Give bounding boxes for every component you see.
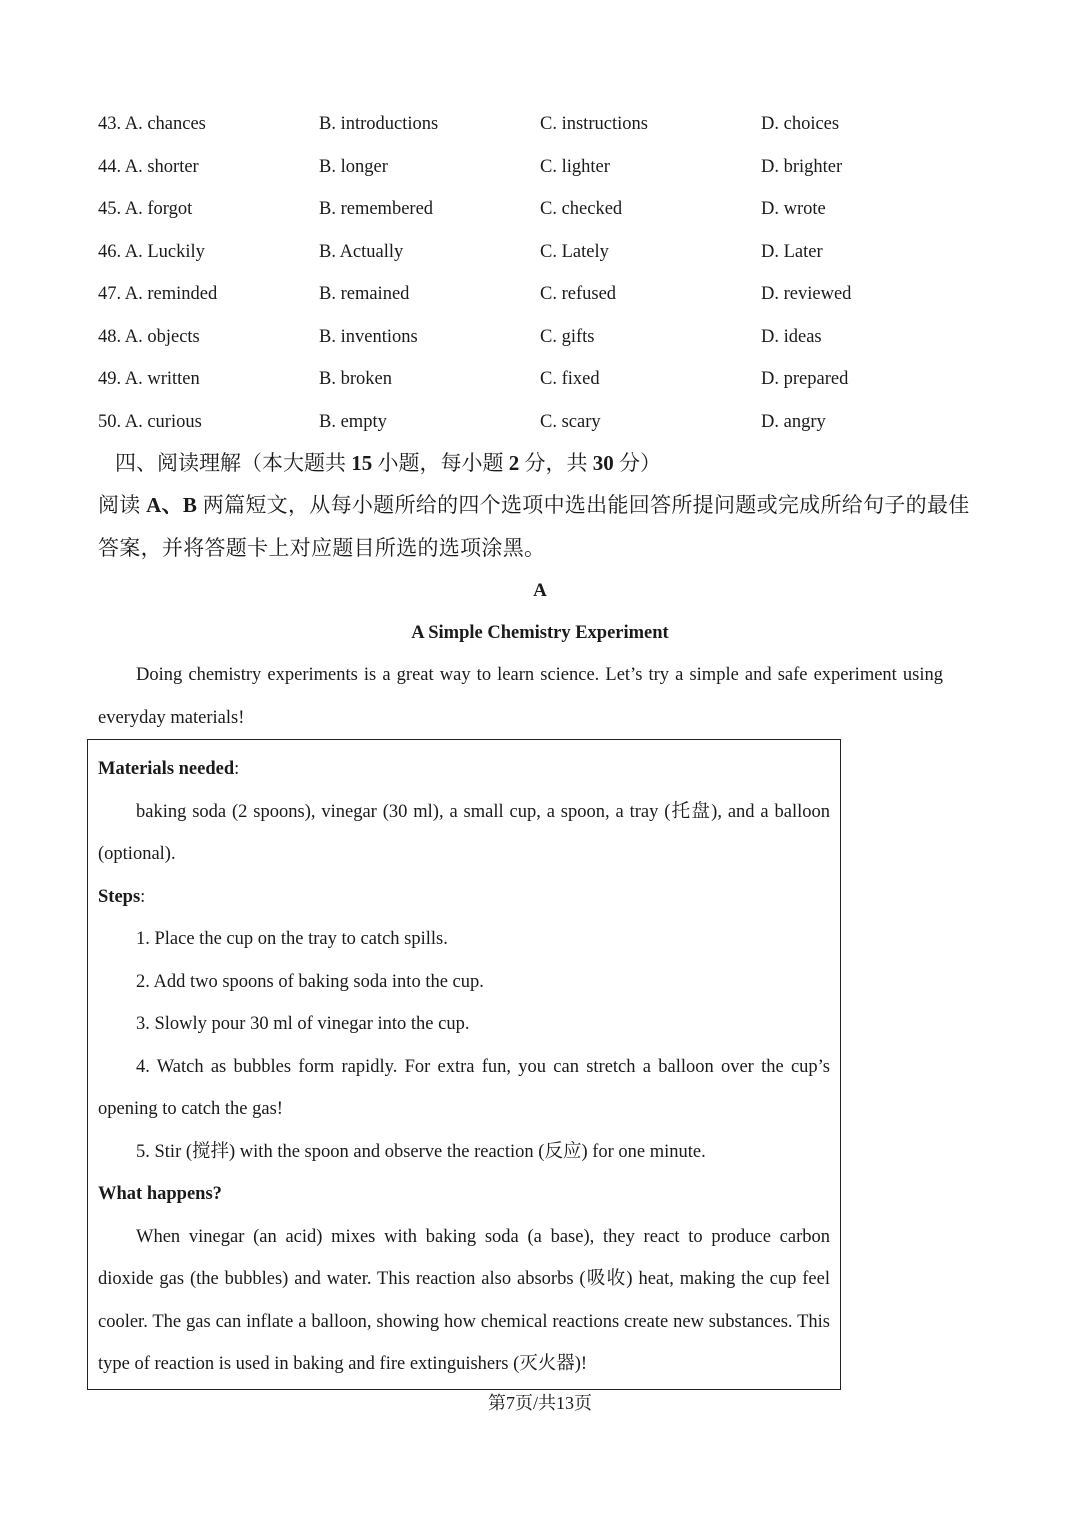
happens-heading: What happens? xyxy=(98,1184,222,1204)
option-c: C. refused xyxy=(540,284,617,304)
materials-heading: Materials needed xyxy=(98,759,235,779)
option-b: B. inventions xyxy=(319,326,418,347)
option-row xyxy=(98,358,998,401)
section-count: 15 xyxy=(351,451,373,475)
option-d: D. wrote xyxy=(761,199,826,219)
steps-heading-line xyxy=(98,876,830,919)
materials-colon: : xyxy=(234,759,240,779)
option-a: 46. A. Luckily xyxy=(98,241,205,262)
option-b: B. introductions xyxy=(319,114,439,134)
option-row xyxy=(98,103,998,146)
option-d: D. ideas xyxy=(761,326,822,347)
option-b: B. remembered xyxy=(319,199,434,219)
option-a: 50. A. curious xyxy=(98,411,202,432)
steps-heading: Steps xyxy=(98,886,141,907)
instructions-pre: 阅读 xyxy=(98,493,147,517)
section-mid1: 小题，每小题 xyxy=(372,451,509,475)
option-b: B. broken xyxy=(319,369,392,389)
option-c: C. fixed xyxy=(540,369,600,389)
section-total: 30 xyxy=(592,451,614,475)
option-b: B. Actually xyxy=(319,241,404,262)
option-a: 45. A. forgot xyxy=(98,199,193,219)
option-c: C. instructions xyxy=(540,114,648,134)
option-a: 44. A. shorter xyxy=(98,156,199,177)
instructions-ab: A、B xyxy=(146,493,198,517)
passage-intro: Doing chemistry experiments is a great way to learn science. Let’s try a simple and safe experiment using everyday materials! xyxy=(98,665,943,728)
steps-colon: : xyxy=(140,886,146,907)
step-item: 1. Place the cup on the tray to catch spills. xyxy=(136,929,448,949)
option-b: B. remained xyxy=(319,284,410,304)
step-item: 2. Add two spoons of baking soda into the cup. xyxy=(136,971,484,992)
section-suffix: 分） xyxy=(613,451,661,475)
passage-letter: A xyxy=(533,580,547,601)
option-row xyxy=(98,146,998,189)
option-b: B. longer xyxy=(319,156,388,177)
option-row xyxy=(98,231,998,274)
options-table xyxy=(98,103,998,443)
section-prefix: 四、阅读理解（本大题共 xyxy=(115,451,352,475)
reading-instructions xyxy=(98,484,988,569)
option-d: D. prepared xyxy=(761,369,849,389)
option-d: D. choices xyxy=(761,114,840,134)
option-c: C. scary xyxy=(540,411,601,432)
materials-heading-line xyxy=(98,748,830,791)
option-c: C. checked xyxy=(540,199,623,219)
option-a: 49. A. written xyxy=(98,369,200,389)
instructions-post: 两篇短文，从每小题所给的四个选项中选出能回答所提问题或完成所给句子的最佳答案，并将答题卡上对应题目所选的选项涂黑。 xyxy=(98,493,970,560)
option-c: C. Lately xyxy=(540,241,609,262)
section-heading xyxy=(115,442,661,484)
option-row xyxy=(98,188,998,231)
option-c: C. lighter xyxy=(540,156,610,177)
option-d: D. reviewed xyxy=(761,284,852,304)
experiment-box xyxy=(87,739,841,1390)
option-d: D. Later xyxy=(761,241,823,262)
option-a: 47. A. reminded xyxy=(98,284,218,304)
happens-text: When vinegar (an acid) mixes with baking soda (a base), they react to produce carbon dioxide gas (the bubbles) and water. This reaction also absorbs (吸收) heat, making the cup feel cooler. The gas can inflate a balloon, showing how chemical reactions create new substances. This type of reaction is used in baking and fire extinguishers (灭火器)! xyxy=(98,1226,830,1374)
option-row xyxy=(98,316,998,359)
step-item: 3. Slowly pour 30 ml of vinegar into the cup. xyxy=(136,1014,470,1034)
option-row xyxy=(98,401,998,444)
option-row xyxy=(98,273,998,316)
step-item: 5. Stir (搅拌) with the spoon and observe the reaction (反应) for one minute. xyxy=(136,1141,706,1162)
passage-title: A Simple Chemistry Experiment xyxy=(411,623,669,643)
option-d: D. brighter xyxy=(761,156,843,177)
page-number: 第7页/共13页 xyxy=(487,1393,592,1413)
option-b: B. empty xyxy=(319,411,387,432)
materials-text: baking soda (2 spoons), vinegar (30 ml), a small cup, a spoon, a tray (托盘), and a balloon (optional). xyxy=(98,801,830,864)
option-a: 43. A. chances xyxy=(98,114,206,134)
option-c: C. gifts xyxy=(540,326,595,347)
step-item: 4. Watch as bubbles form rapidly. For extra fun, you can stretch a balloon over the cup’s opening to catch the gas! xyxy=(98,1056,830,1119)
section-mid2: 分，共 xyxy=(519,451,593,475)
section-per: 2 xyxy=(508,451,520,475)
option-a: 48. A. objects xyxy=(98,326,200,347)
option-d: D. angry xyxy=(761,411,826,432)
